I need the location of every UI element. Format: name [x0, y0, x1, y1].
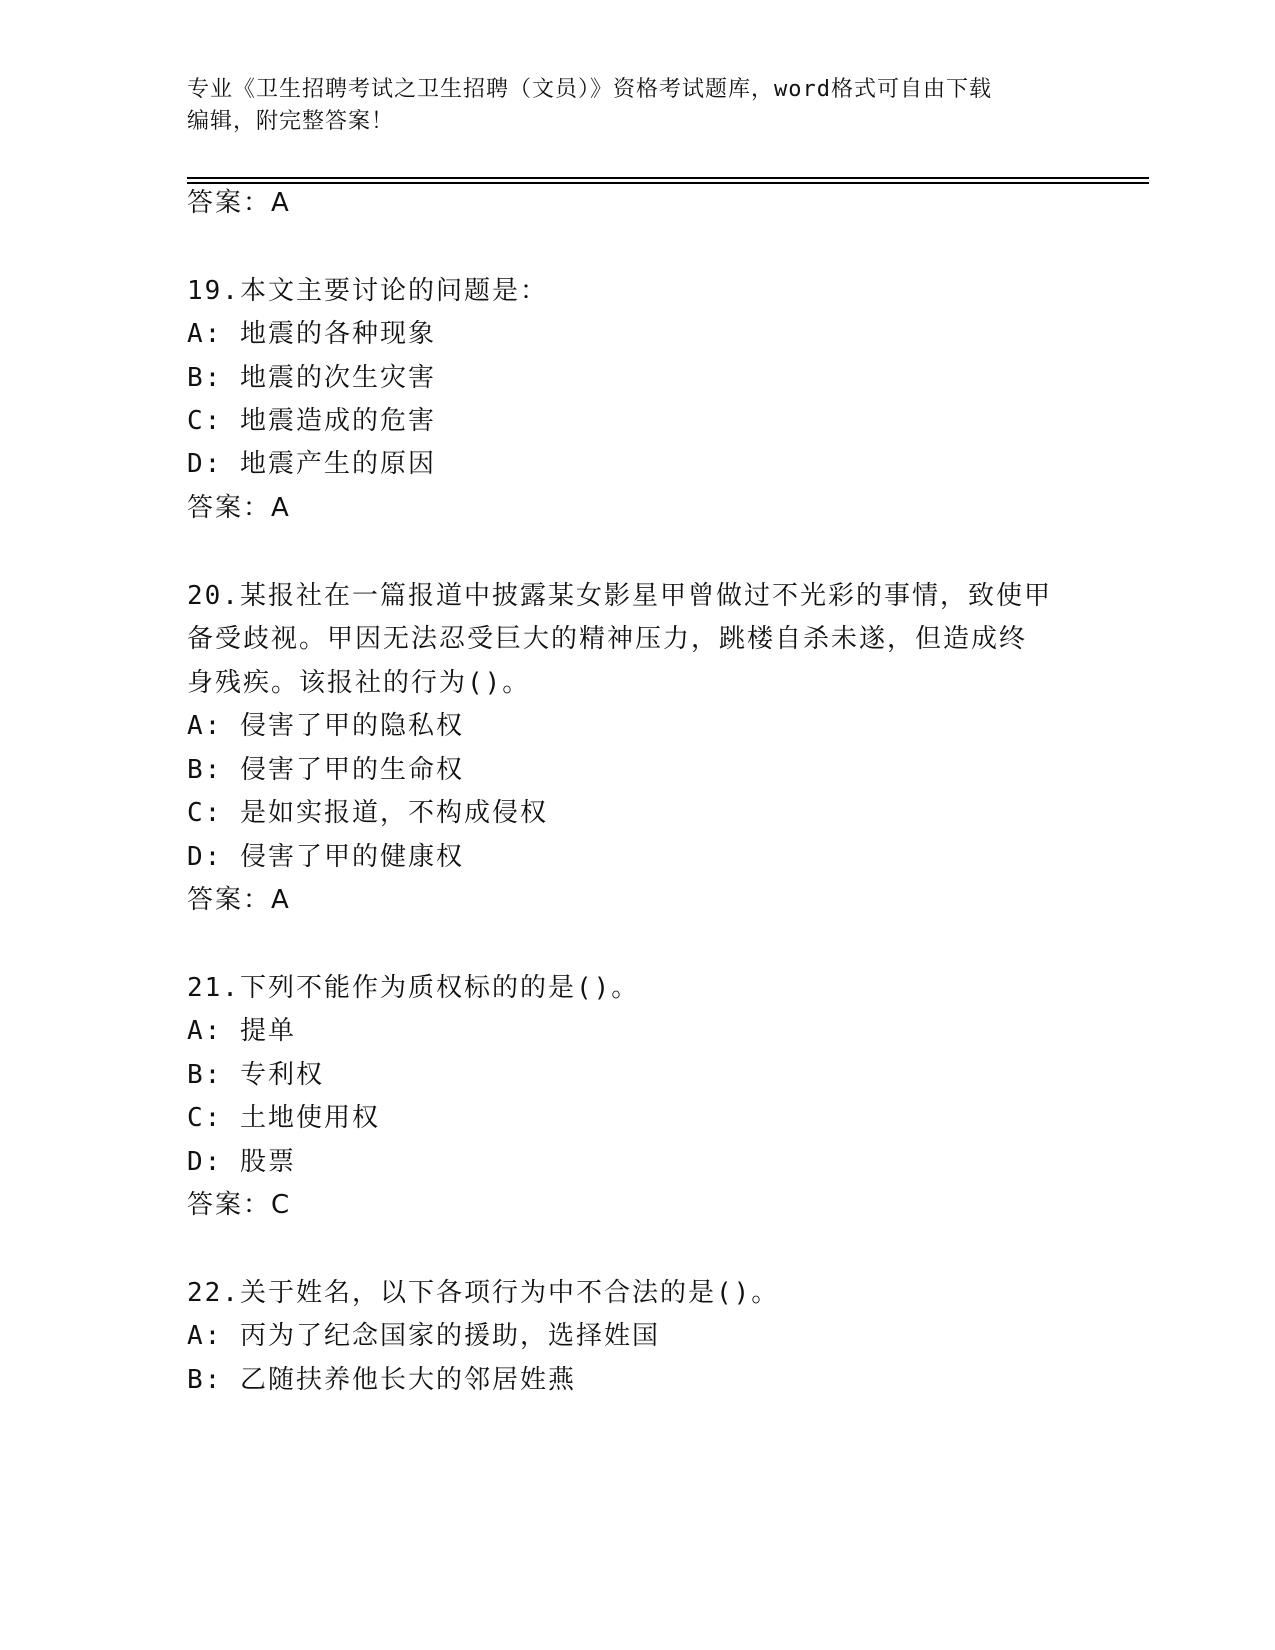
header-rule-top	[187, 177, 1149, 179]
question-21-option-a: A: 提单	[187, 1016, 296, 1046]
question-21-answer: 答案：C	[187, 1190, 292, 1220]
question-19-text: 19.本文主要讨论的问题是：	[187, 276, 548, 306]
question-20-text-line-1: 20.某报社在一篇报道中披露某女影星甲曾做过不光彩的事情，致使甲	[187, 581, 1052, 611]
question-19-option-c: C: 地震造成的危害	[187, 406, 436, 436]
question-20-answer: 答案：A	[187, 885, 291, 915]
question-20-option-d: D: 侵害了甲的健康权	[187, 842, 464, 872]
question-20-option-b: B: 侵害了甲的生命权	[187, 755, 464, 785]
question-21-option-c: C: 土地使用权	[187, 1103, 380, 1133]
question-19-answer: 答案：A	[187, 493, 291, 523]
question-21-option-d: D: 股票	[187, 1147, 296, 1177]
question-21-text: 21.下列不能作为质权标的的是()。	[187, 973, 640, 1003]
question-20-option-c: C: 是如实报道，不构成侵权	[187, 798, 548, 828]
question-20-text-line-2: 备受歧视。甲因无法忍受巨大的精神压力，跳楼自杀未遂，但造成终	[187, 624, 1028, 654]
question-21-option-b: B: 专利权	[187, 1060, 324, 1090]
question-20-option-a: A: 侵害了甲的隐私权	[187, 711, 464, 741]
question-19-option-b: B: 地震的次生灾害	[187, 363, 436, 393]
header-line-1: 专业《卫生招聘考试之卫生招聘（文员）》资格考试题库，word格式可自由下载	[187, 77, 992, 102]
question-22-option-b: B: 乙随扶养他长大的邻居姓燕	[187, 1365, 576, 1395]
previous-answer: 答案：A	[187, 188, 291, 218]
question-22-text: 22.关于姓名，以下各项行为中不合法的是()。	[187, 1278, 780, 1308]
header-line-2: 编辑，附完整答案！	[187, 109, 395, 134]
header-rule-bottom	[187, 182, 1149, 184]
question-19-option-a: A: 地震的各种现象	[187, 319, 436, 349]
question-19-option-d: D: 地震产生的原因	[187, 449, 436, 479]
document-header	[187, 74, 1087, 138]
question-20-text-line-3: 身残疾。该报社的行为()。	[187, 668, 531, 698]
question-22-option-a: A: 丙为了纪念国家的援助，选择姓国	[187, 1321, 660, 1351]
